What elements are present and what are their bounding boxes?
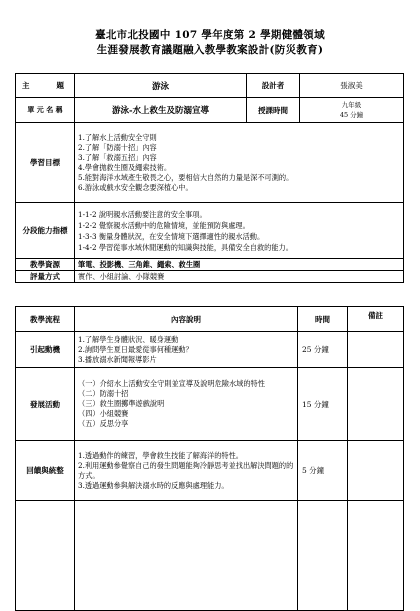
resources-value: 筆電、投影機、三角錐、繩索、救生圈 (75, 259, 404, 271)
resources-label: 教學資源 (16, 259, 75, 271)
table-row (16, 368, 404, 441)
empty-cell (348, 501, 404, 611)
note-col-header: 備註 (348, 307, 404, 332)
stage-content (75, 332, 298, 368)
empty-cell (75, 501, 298, 611)
unit-label: 單 元 名 稱 (16, 98, 75, 123)
content-line: 2.利用運動參覺察自己的發生問題能夠冷靜思考並找出解決問題的的方式。 (78, 460, 294, 480)
duration-value: 45 分鐘 (339, 111, 364, 119)
stage-time: 25 分鐘 (298, 332, 348, 368)
content-line: （四）小組競賽 (78, 409, 129, 418)
goal-item: 6.游泳或戲水安全觀念要深植心中。 (78, 182, 193, 192)
content-line: （二）防溺十招 (78, 389, 129, 398)
topic-value: 游泳 (75, 74, 247, 98)
unit-value: 游泳-水上救生及防溺宣導 (75, 98, 247, 123)
table-row (16, 501, 404, 611)
content-line: 1.透過動作的練習，學會救生技能了解海洋的特性。 (78, 450, 243, 460)
content-line: （五）反思分享 (78, 419, 129, 428)
content-line: （一）介紹水上活動安全守則並宣導及說明危險水域的特性 (78, 379, 265, 388)
content-line: （三）救生圈擲準遊戲說明 (78, 399, 165, 408)
indicators-list (75, 203, 404, 259)
content-col-header: 內容說明 (75, 307, 298, 332)
goals-list (75, 123, 404, 203)
table-row (16, 441, 404, 501)
indicator-item: 1-4-2 學習從事水域休閒運動的知識與技能，具備安全自救的能力。 (78, 242, 293, 252)
lesson-info-table (15, 73, 404, 283)
stage-time: 5 分鐘 (298, 441, 348, 501)
goal-item: 3.了解「救溺五招」內容 (78, 152, 157, 162)
process-col-header: 教學流程 (16, 307, 75, 332)
content-line: 3.透過運動參與解決溺水時的反應與處理能力。 (78, 480, 229, 490)
table-row (16, 332, 404, 368)
assessment-value: 實作、小組討論、小隊競賽 (75, 271, 404, 283)
goal-item: 2.了解「防溺十招」內容 (78, 142, 157, 152)
goal-item: 5.能對海洋水域產生敬畏之心，要相信大自然的力量是深不可測的。 (78, 172, 294, 182)
designer-value: 張淑美 (300, 74, 404, 98)
stage-note (348, 332, 404, 368)
indicator-item: 1-2-2 覺察親水活動中的危險情境，並能預防與處理。 (78, 220, 250, 230)
teaching-process-table (15, 306, 404, 611)
empty-cell (298, 501, 348, 611)
document-title-line1: 臺北市北投國中 107 學年度第 2 學期健體領域 (95, 29, 325, 41)
designer-label: 設計者 (247, 74, 300, 98)
empty-cell (16, 501, 75, 611)
indicators-label: 分段能力指標 (16, 203, 75, 259)
goal-item: 1.了解水上活動安全守則 (78, 132, 157, 142)
assessment-label: 評量方式 (16, 271, 75, 283)
goals-label: 學習目標 (16, 123, 75, 203)
document-title-line2: 生涯發展教育議題融入教學教案設計(防災教育) (96, 44, 324, 56)
content-line: 1.了解學生身體狀況、暖身運動 (78, 334, 179, 344)
indicator-item: 1-3-3 衡量身體狀況，在安全情境下選擇適性的親水活動。 (78, 231, 265, 241)
stage-label: 引起動機 (16, 332, 75, 368)
content-line: 2.詢問學生夏日最愛從事何種運動？ (78, 344, 193, 354)
stage-time: 15 分鐘 (298, 368, 348, 441)
stage-note (348, 368, 404, 441)
time-label: 授課時間 (247, 98, 300, 123)
stage-note (348, 441, 404, 501)
grade-value: 九年級 (341, 101, 362, 109)
grade-and-duration (300, 98, 404, 123)
content-line: 3.播放溺水新聞報導影片 (78, 354, 157, 364)
stage-content (75, 441, 298, 501)
stage-label: 發展活動 (16, 368, 75, 441)
goal-item: 4.學會拋救生圈及繩索技術。 (78, 162, 172, 172)
topic-label: 主 題 (16, 74, 75, 98)
stage-content (75, 368, 298, 441)
stage-label: 回饋與統整 (16, 441, 75, 501)
time-col-header: 時間 (298, 307, 348, 332)
indicator-item: 1-1-2 說明親水活動要注意的安全事項。 (78, 209, 207, 219)
